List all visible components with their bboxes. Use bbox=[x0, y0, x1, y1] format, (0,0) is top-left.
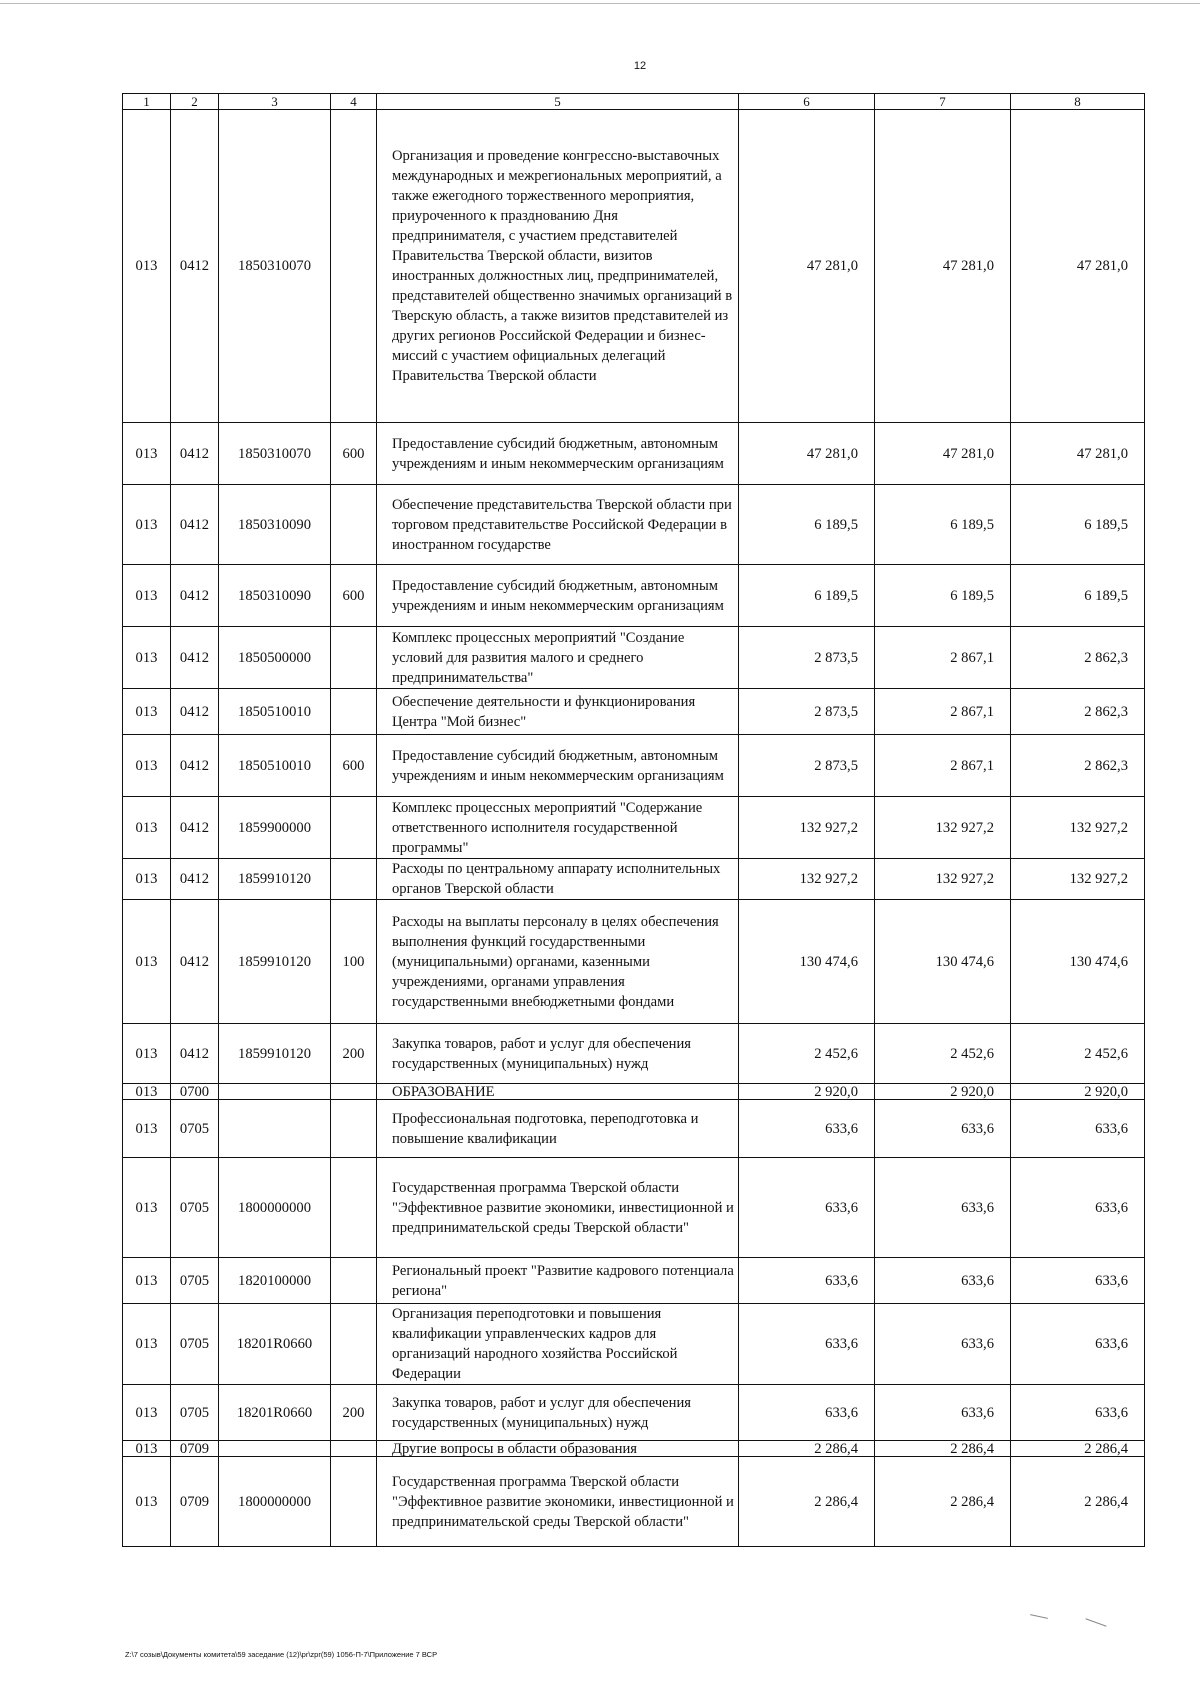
page-number: 12 bbox=[633, 60, 647, 72]
table-cell-c3 bbox=[219, 1100, 331, 1158]
table-cell-c6: 2 286,4 bbox=[739, 1441, 875, 1457]
table-cell-c5: Расходы на выплаты персоналу в целях обеспечения выполнения функций государственными (муниципальными) органами, казенными учреждениями, органами управления государственными внебюджетными фондами bbox=[377, 900, 739, 1024]
column-number-row bbox=[123, 94, 1145, 110]
table-cell-c5: Региональный проект "Развитие кадрового потенциала региона" bbox=[377, 1258, 739, 1304]
table-cell-c2: 0412 bbox=[171, 797, 219, 859]
table-cell-c1: 013 bbox=[123, 110, 171, 423]
table-cell-c6: 6 189,5 bbox=[739, 485, 875, 565]
table-cell-c5: Организация и проведение конгрессно-выставочных международных и межрегиональных мероприятий, а также ежегодного торжественного мероприятия, приуроченного к празднованию Дня предпринимателя, с участием представителей Правительства Тверской области, визитов иностранных должностных лиц, предпринимателей, представителей общественно значимых организаций в Тверскую область, а также визитов представителей из других регионов Российской Федерации и бизнес-миссий с участием официальных делегаций Правительства Тверской области bbox=[377, 110, 739, 423]
table-cell-c5: Государственная программа Тверской области "Эффективное развитие экономики, инвестиционной и предпринимательской среды Тверской области" bbox=[377, 1158, 739, 1258]
table-cell-c6: 633,6 bbox=[739, 1158, 875, 1258]
table-cell-c2: 0412 bbox=[171, 689, 219, 735]
table-cell-c6: 47 281,0 bbox=[739, 110, 875, 423]
column-header: 8 bbox=[1011, 94, 1145, 110]
table-row bbox=[123, 110, 1145, 423]
table-cell-c7: 6 189,5 bbox=[875, 485, 1011, 565]
table-cell-c6: 633,6 bbox=[739, 1304, 875, 1385]
table-cell-c3: 1820100000 bbox=[219, 1258, 331, 1304]
table-cell-c7: 633,6 bbox=[875, 1100, 1011, 1158]
table-cell-c8: 47 281,0 bbox=[1011, 423, 1145, 485]
table-cell-c2: 0412 bbox=[171, 1024, 219, 1084]
table-cell-c7: 2 867,1 bbox=[875, 689, 1011, 735]
table-cell-c8: 47 281,0 bbox=[1011, 110, 1145, 423]
table-cell-c7: 633,6 bbox=[875, 1304, 1011, 1385]
table-cell-c4 bbox=[331, 797, 377, 859]
column-header: 5 bbox=[377, 94, 739, 110]
table-cell-c1: 013 bbox=[123, 1441, 171, 1457]
table-row bbox=[123, 1457, 1145, 1547]
table-row bbox=[123, 1304, 1145, 1385]
table-row bbox=[123, 689, 1145, 735]
table-cell-c5: Обеспечение представительства Тверской области при торговом представительстве Российской Федерации в иностранном государстве bbox=[377, 485, 739, 565]
table-cell-c5: Комплекс процессных мероприятий "Содержание ответственного исполнителя государственной программы" bbox=[377, 797, 739, 859]
column-header: 1 bbox=[123, 94, 171, 110]
table-cell-c3: 1859910120 bbox=[219, 900, 331, 1024]
table-cell-c6: 2 286,4 bbox=[739, 1457, 875, 1547]
table-cell-c4 bbox=[331, 1084, 377, 1100]
table-cell-c3: 1850510010 bbox=[219, 735, 331, 797]
table-cell-c2: 0412 bbox=[171, 423, 219, 485]
table-cell-c4: 100 bbox=[331, 900, 377, 1024]
table-cell-c6: 2 873,5 bbox=[739, 627, 875, 689]
table-cell-c5: ОБРАЗОВАНИЕ bbox=[377, 1084, 739, 1100]
table-cell-c2: 0412 bbox=[171, 627, 219, 689]
table-cell-c5: Профессиональная подготовка, переподготовка и повышение квалификации bbox=[377, 1100, 739, 1158]
table-cell-c1: 013 bbox=[123, 485, 171, 565]
table-row bbox=[123, 627, 1145, 689]
table-cell-c4 bbox=[331, 485, 377, 565]
table-cell-c4 bbox=[331, 1100, 377, 1158]
table-cell-c1: 013 bbox=[123, 859, 171, 900]
table-cell-c1: 013 bbox=[123, 1100, 171, 1158]
table-cell-c1: 013 bbox=[123, 423, 171, 485]
table-cell-c8: 2 862,3 bbox=[1011, 689, 1145, 735]
table-cell-c3: 1859910120 bbox=[219, 1024, 331, 1084]
table-cell-c1: 013 bbox=[123, 627, 171, 689]
table-cell-c3: 1850310090 bbox=[219, 565, 331, 627]
table-body bbox=[123, 110, 1145, 1547]
table-cell-c6: 6 189,5 bbox=[739, 565, 875, 627]
table-cell-c8: 633,6 bbox=[1011, 1304, 1145, 1385]
table-cell-c5: Организация переподготовки и повышения квалификации управленческих кадров для организаций народного хозяйства Российской Федерации bbox=[377, 1304, 739, 1385]
table-cell-c1: 013 bbox=[123, 565, 171, 627]
table-cell-c4: 600 bbox=[331, 423, 377, 485]
table-cell-c1: 013 bbox=[123, 1385, 171, 1441]
table-cell-c2: 0412 bbox=[171, 110, 219, 423]
table-cell-c5: Комплекс процессных мероприятий "Создание условий для развития малого и среднего предпринимательства" bbox=[377, 627, 739, 689]
table-cell-c7: 633,6 bbox=[875, 1258, 1011, 1304]
table-cell-c4 bbox=[331, 1304, 377, 1385]
table-cell-c8: 2 452,6 bbox=[1011, 1024, 1145, 1084]
table-cell-c7: 2 286,4 bbox=[875, 1457, 1011, 1547]
table-cell-c4: 600 bbox=[331, 735, 377, 797]
table-cell-c2: 0412 bbox=[171, 735, 219, 797]
table-cell-c1: 013 bbox=[123, 1304, 171, 1385]
table-cell-c7: 6 189,5 bbox=[875, 565, 1011, 627]
table-cell-c6: 2 873,5 bbox=[739, 689, 875, 735]
table-cell-c5: Предоставление субсидий бюджетным, автономным учреждениям и иным некоммерческим организациям bbox=[377, 423, 739, 485]
table-cell-c4 bbox=[331, 1258, 377, 1304]
column-header: 4 bbox=[331, 94, 377, 110]
table-row bbox=[123, 1385, 1145, 1441]
table-cell-c2: 0709 bbox=[171, 1457, 219, 1547]
table-cell-c3: 1800000000 bbox=[219, 1158, 331, 1258]
table-cell-c3: 1850510010 bbox=[219, 689, 331, 735]
table-cell-c3 bbox=[219, 1441, 331, 1457]
table-cell-c2: 0412 bbox=[171, 485, 219, 565]
table-cell-c3: 1850500000 bbox=[219, 627, 331, 689]
table-cell-c7: 47 281,0 bbox=[875, 423, 1011, 485]
table-cell-c8: 2 862,3 bbox=[1011, 627, 1145, 689]
table-cell-c8: 2 286,4 bbox=[1011, 1441, 1145, 1457]
table-cell-c7: 2 286,4 bbox=[875, 1441, 1011, 1457]
table-row bbox=[123, 565, 1145, 627]
table-row bbox=[123, 859, 1145, 900]
table-cell-c3: 1850310090 bbox=[219, 485, 331, 565]
column-header: 3 bbox=[219, 94, 331, 110]
table-cell-c2: 0709 bbox=[171, 1441, 219, 1457]
table-cell-c7: 132 927,2 bbox=[875, 859, 1011, 900]
table-cell-c5: Закупка товаров, работ и услуг для обеспечения государственных (муниципальных) нужд bbox=[377, 1385, 739, 1441]
table-cell-c6: 130 474,6 bbox=[739, 900, 875, 1024]
table-cell-c4: 200 bbox=[331, 1024, 377, 1084]
table-cell-c8: 633,6 bbox=[1011, 1158, 1145, 1258]
table-cell-c5: Государственная программа Тверской области "Эффективное развитие экономики, инвестиционной и предпринимательской среды Тверской области" bbox=[377, 1457, 739, 1547]
table-cell-c8: 2 862,3 bbox=[1011, 735, 1145, 797]
table-cell-c3: 1800000000 bbox=[219, 1457, 331, 1547]
table-cell-c4 bbox=[331, 1441, 377, 1457]
table-cell-c1: 013 bbox=[123, 1084, 171, 1100]
column-header: 7 bbox=[875, 94, 1011, 110]
table-cell-c6: 132 927,2 bbox=[739, 859, 875, 900]
table-row bbox=[123, 485, 1145, 565]
table-cell-c8: 2 286,4 bbox=[1011, 1457, 1145, 1547]
table-cell-c8: 633,6 bbox=[1011, 1100, 1145, 1158]
table-row bbox=[123, 900, 1145, 1024]
budget-table bbox=[122, 93, 1145, 1547]
column-header: 6 bbox=[739, 94, 875, 110]
table-cell-c8: 132 927,2 bbox=[1011, 797, 1145, 859]
table-cell-c6: 633,6 bbox=[739, 1100, 875, 1158]
table-cell-c6: 633,6 bbox=[739, 1258, 875, 1304]
table-cell-c2: 0705 bbox=[171, 1304, 219, 1385]
table-cell-c6: 2 452,6 bbox=[739, 1024, 875, 1084]
table-cell-c4 bbox=[331, 110, 377, 423]
table-row bbox=[123, 1258, 1145, 1304]
column-header: 2 bbox=[171, 94, 219, 110]
table-cell-c5: Расходы по центральному аппарату исполнительных органов Тверской области bbox=[377, 859, 739, 900]
table-cell-c3 bbox=[219, 1084, 331, 1100]
table-cell-c4 bbox=[331, 689, 377, 735]
table-cell-c7: 633,6 bbox=[875, 1385, 1011, 1441]
table-cell-c7: 2 867,1 bbox=[875, 627, 1011, 689]
file-path-footer: Z:\7 созыв\Документы комитета\59 заседание (12)\pr\zpr(59) 1056-П-7\Приложение 7 ВСР bbox=[125, 1650, 438, 1659]
table-cell-c6: 47 281,0 bbox=[739, 423, 875, 485]
table-cell-c1: 013 bbox=[123, 900, 171, 1024]
table-cell-c7: 2 920,0 bbox=[875, 1084, 1011, 1100]
table-cell-c2: 0412 bbox=[171, 565, 219, 627]
table-cell-c5: Обеспечение деятельности и функционирования Центра "Мой бизнес" bbox=[377, 689, 739, 735]
table-row bbox=[123, 1024, 1145, 1084]
table-cell-c2: 0412 bbox=[171, 900, 219, 1024]
table-cell-c3: 1859900000 bbox=[219, 797, 331, 859]
table-cell-c5: Другие вопросы в области образования bbox=[377, 1441, 739, 1457]
table-cell-c6: 633,6 bbox=[739, 1385, 875, 1441]
table-row bbox=[123, 1100, 1145, 1158]
table-cell-c6: 2 920,0 bbox=[739, 1084, 875, 1100]
table-cell-c3: 1859910120 bbox=[219, 859, 331, 900]
table-row bbox=[123, 1084, 1145, 1100]
table-cell-c1: 013 bbox=[123, 1024, 171, 1084]
table-cell-c8: 6 189,5 bbox=[1011, 485, 1145, 565]
table-cell-c4: 600 bbox=[331, 565, 377, 627]
table-cell-c1: 013 bbox=[123, 689, 171, 735]
table-cell-c4 bbox=[331, 1457, 377, 1547]
table-cell-c1: 013 bbox=[123, 1258, 171, 1304]
table-cell-c3: 1850310070 bbox=[219, 110, 331, 423]
table-cell-c6: 132 927,2 bbox=[739, 797, 875, 859]
table-cell-c8: 633,6 bbox=[1011, 1258, 1145, 1304]
table-cell-c2: 0705 bbox=[171, 1100, 219, 1158]
table-cell-c4: 200 bbox=[331, 1385, 377, 1441]
table-cell-c8: 130 474,6 bbox=[1011, 900, 1145, 1024]
table-cell-c7: 130 474,6 bbox=[875, 900, 1011, 1024]
table-cell-c2: 0705 bbox=[171, 1158, 219, 1258]
table-cell-c1: 013 bbox=[123, 1158, 171, 1258]
table-cell-c7: 132 927,2 bbox=[875, 797, 1011, 859]
table-cell-c5: Предоставление субсидий бюджетным, автономным учреждениям и иным некоммерческим организациям bbox=[377, 565, 739, 627]
table-cell-c5: Закупка товаров, работ и услуг для обеспечения государственных (муниципальных) нужд bbox=[377, 1024, 739, 1084]
table-cell-c7: 2 452,6 bbox=[875, 1024, 1011, 1084]
table-row bbox=[123, 1158, 1145, 1258]
table-cell-c7: 633,6 bbox=[875, 1158, 1011, 1258]
table-cell-c6: 2 873,5 bbox=[739, 735, 875, 797]
table-cell-c8: 633,6 bbox=[1011, 1385, 1145, 1441]
table-row bbox=[123, 1441, 1145, 1457]
table-cell-c4 bbox=[331, 1158, 377, 1258]
table-cell-c2: 0700 bbox=[171, 1084, 219, 1100]
table-row bbox=[123, 423, 1145, 485]
table-row bbox=[123, 735, 1145, 797]
table-cell-c2: 0705 bbox=[171, 1258, 219, 1304]
table-cell-c2: 0705 bbox=[171, 1385, 219, 1441]
table-cell-c7: 2 867,1 bbox=[875, 735, 1011, 797]
table-cell-c1: 013 bbox=[123, 797, 171, 859]
table-cell-c8: 132 927,2 bbox=[1011, 859, 1145, 900]
table-cell-c4 bbox=[331, 859, 377, 900]
table-cell-c3: 1850310070 bbox=[219, 423, 331, 485]
table-cell-c5: Предоставление субсидий бюджетным, автономным учреждениям и иным некоммерческим организациям bbox=[377, 735, 739, 797]
table-cell-c2: 0412 bbox=[171, 859, 219, 900]
table-cell-c7: 47 281,0 bbox=[875, 110, 1011, 423]
table-cell-c8: 2 920,0 bbox=[1011, 1084, 1145, 1100]
table-row bbox=[123, 797, 1145, 859]
table-cell-c8: 6 189,5 bbox=[1011, 565, 1145, 627]
table-cell-c1: 013 bbox=[123, 735, 171, 797]
table-cell-c4 bbox=[331, 627, 377, 689]
table-cell-c3: 18201R0660 bbox=[219, 1385, 331, 1441]
table-cell-c3: 18201R0660 bbox=[219, 1304, 331, 1385]
table-cell-c1: 013 bbox=[123, 1457, 171, 1547]
